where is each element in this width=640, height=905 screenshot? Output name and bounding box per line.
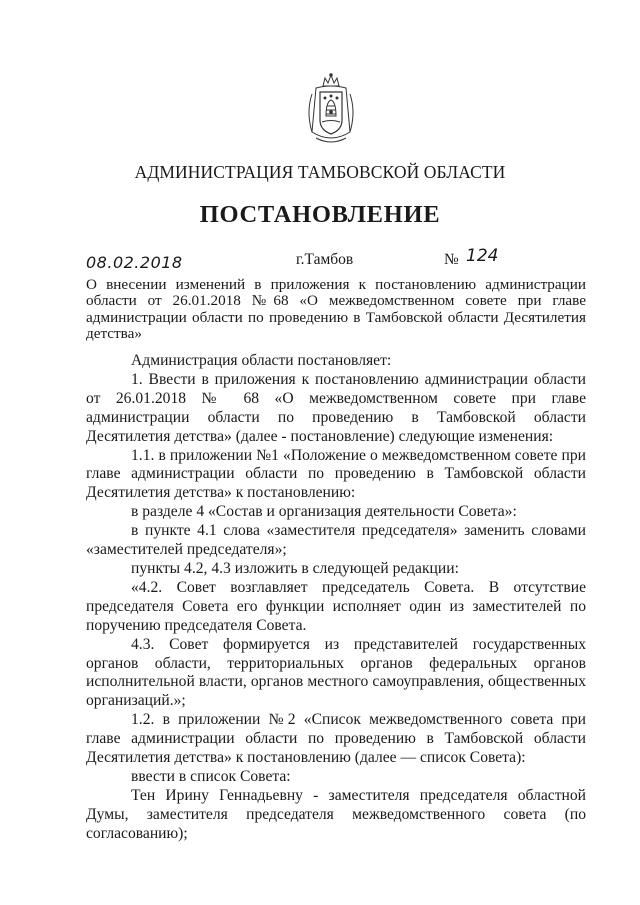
paragraph: «4.2. Совет возглавляет председатель Совета. В отсутствие председателя Совета его функции исполняет один из заместителей по поручению председателя Совета. — [86, 578, 586, 634]
paragraph: в разделе 4 «Состав и организация деятельности Совета»: — [131, 503, 517, 521]
paragraph: Тен Ирину Геннадьевну - заместителя председателя областной Думы, заместителя председателя межведомственного совета (по согласованию); — [86, 786, 586, 842]
document-number: 124 — [466, 246, 499, 266]
paragraph: Администрация области постановляет: — [131, 352, 392, 369]
document-date: 08.02.2018 — [86, 253, 183, 272]
paragraph: 1.1. в приложении №1 «Положение о межведомственном совете при главе администрации области по проведению в Тамбовской области Десятилетия детства» к постановлению: — [86, 446, 586, 502]
document-body — [86, 352, 586, 844]
paragraph: 4.3. Совет формируется из представителей государственных органов области, территориальных органов федеральных органов исполнительной власти, органов местного самоуправления, общественных организаций.»; — [86, 635, 586, 710]
paragraph: пункты 4.2, 4.3 изложить в следующей редакции: — [131, 559, 459, 577]
paragraph: 1.2. в приложении №2 «Список межведомственного совета при главе администрации области по проведению в Тамбовской области Десятилетия детства» к постановлению (далее — список Совета): — [86, 711, 586, 767]
paragraph: 1. Ввести в приложения к постановлению администрации области от 26.01.2018 № 68 «О межведомственном совете при главе администрации области по проведению в Тамбовской области Десятилетия детства» (далее - постановление) следующие изменения: — [86, 370, 586, 445]
document-number-label: № — [444, 251, 459, 268]
organization-name: АДМИНИСТРАЦИЯ ТАМБОВСКОЙ ОБЛАСТИ — [134, 162, 506, 182]
coat-of-arms-icon — [302, 72, 360, 148]
document-subject: О внесении изменений в приложения к постановлению администрации области от 26.01.2018 №68 «О межведомственном совете при главе администрации области по проведению в Тамбовской области Десятилетия детства» — [86, 276, 586, 342]
document-city: г.Тамбов — [296, 251, 354, 268]
document-type-title: ПОСТАНОВЛЕНИЕ — [199, 201, 441, 228]
paragraph: в пункте 4.1 слова «заместителя председателя» заменить словами «заместителей председателя»; — [86, 522, 586, 559]
paragraph: ввести в список Совета: — [131, 767, 291, 785]
